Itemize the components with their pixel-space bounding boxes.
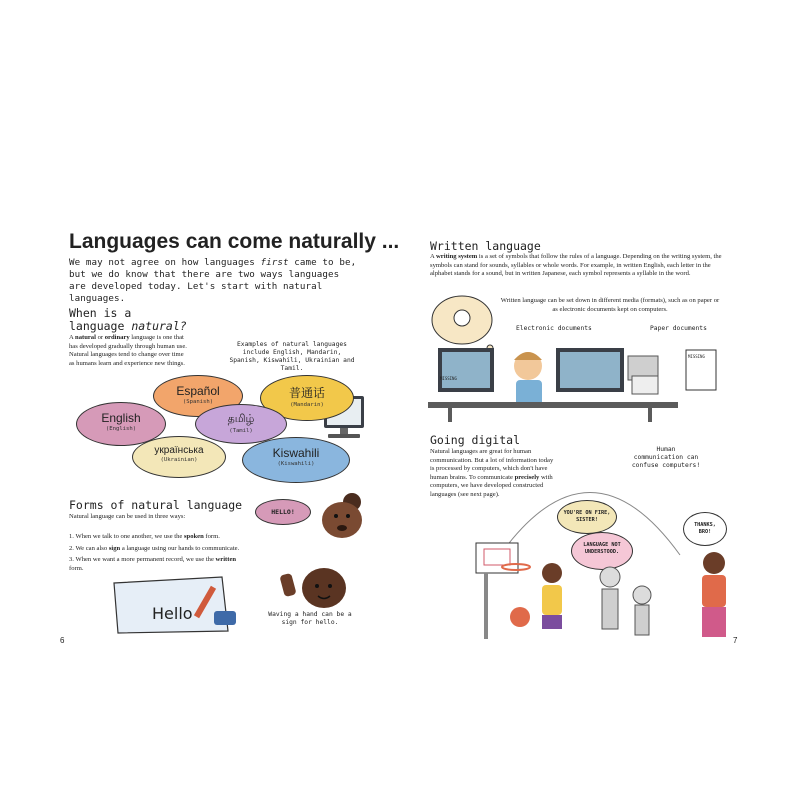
bubble-english: English (English) <box>76 402 166 446</box>
written-language-heading: Written language <box>430 239 541 253</box>
fire-speech-bubble: YOU'RE ON FIRE, SISTER! <box>557 500 617 534</box>
when-natural-heading: When is a language natural? <box>69 306 187 333</box>
missing-sign-screen: MISSING <box>440 376 457 381</box>
bubble-kiswahili: Kiswahili (Kiswahili) <box>242 437 350 483</box>
electronic-documents-label: Electronic documents <box>516 325 592 332</box>
media-paragraph: Written language can be set down in different media (formats), such as on paper or as electronic documents kept on computers. <box>500 297 720 313</box>
going-digital-paragraph: Natural languages are great for human communication. But a lot of information today is processed by computers, which don't have human brains. To communicate precisely with computers, we have developed constructed languages (see next page). <box>430 448 554 498</box>
forms-item-written: 3. When we want a more permanent record, we use the written form. <box>69 556 237 572</box>
confuse-caption: Human communication can confuse computers! <box>631 446 701 469</box>
hello-speech-bubble: HELLO! <box>255 499 311 525</box>
bubble-spanish: Español (Spanish) <box>153 375 243 417</box>
page-title: Languages can come naturally ... <box>69 230 400 253</box>
thanks-speech-bubble: THANKS, BRO! <box>683 512 727 546</box>
when-natural-paragraph: A natural or ordinary language is one that has developed gradually through human use. Natural languages tend to change over time as humans learn and experience new things. <box>69 334 187 367</box>
forms-list <box>69 533 269 573</box>
page-number-left: 6 <box>60 636 65 645</box>
waving-man-illustration <box>280 560 360 616</box>
intro-paragraph: We may not agree on how languages first came to be, but we do know that there are two ways languages are developed today. Let's start with natural languages. <box>69 257 357 304</box>
examples-caption: Examples of natural languages include English, Mandarin, Spanish, Kiswahili, Ukrainian and Tamil. <box>229 341 355 372</box>
forms-heading: Forms of natural language <box>69 498 243 512</box>
forms-item-spoken: 1. When we talk to one another, we use the spoken form. <box>69 533 220 540</box>
page-number-right: 7 <box>733 636 738 645</box>
not-understood-bubble: LANGUAGE NOT UNDERSTOOD. <box>571 532 633 570</box>
written-language-paragraph: A writing system is a set of symbols that follow the rules of a language. Depending on the writing system, the symbols can stand for sounds, syllables or whole words. For example, in written English, each letter in the alphabet stands for a sound, but in written Japanese, each symbol represents a syllable in the word. <box>430 253 722 278</box>
bubble-tamil: தமிழ் (Tamil) <box>195 404 287 444</box>
wave-caption: Waving a hand can be a sign for hello. <box>268 611 352 626</box>
basketball-scene-illustration <box>470 535 750 645</box>
bubble-mandarin: 普通话 (Mandarin) <box>260 375 354 421</box>
forms-intro: Natural language can be used in three ways: <box>69 513 186 520</box>
paper-documents-label: Paper documents <box>650 325 707 332</box>
forms-item-sign: 2. We can also sign a language using our hands to communicate. <box>69 544 240 552</box>
speaking-girl-illustration <box>312 490 374 542</box>
missing-sign-paper: MISSING <box>688 354 705 359</box>
bubble-ukrainian: українська (Ukrainian) <box>132 436 226 478</box>
going-digital-heading: Going digital <box>430 433 521 447</box>
written-hello-card <box>110 575 240 635</box>
svg-text:Hello: Hello <box>152 604 193 623</box>
